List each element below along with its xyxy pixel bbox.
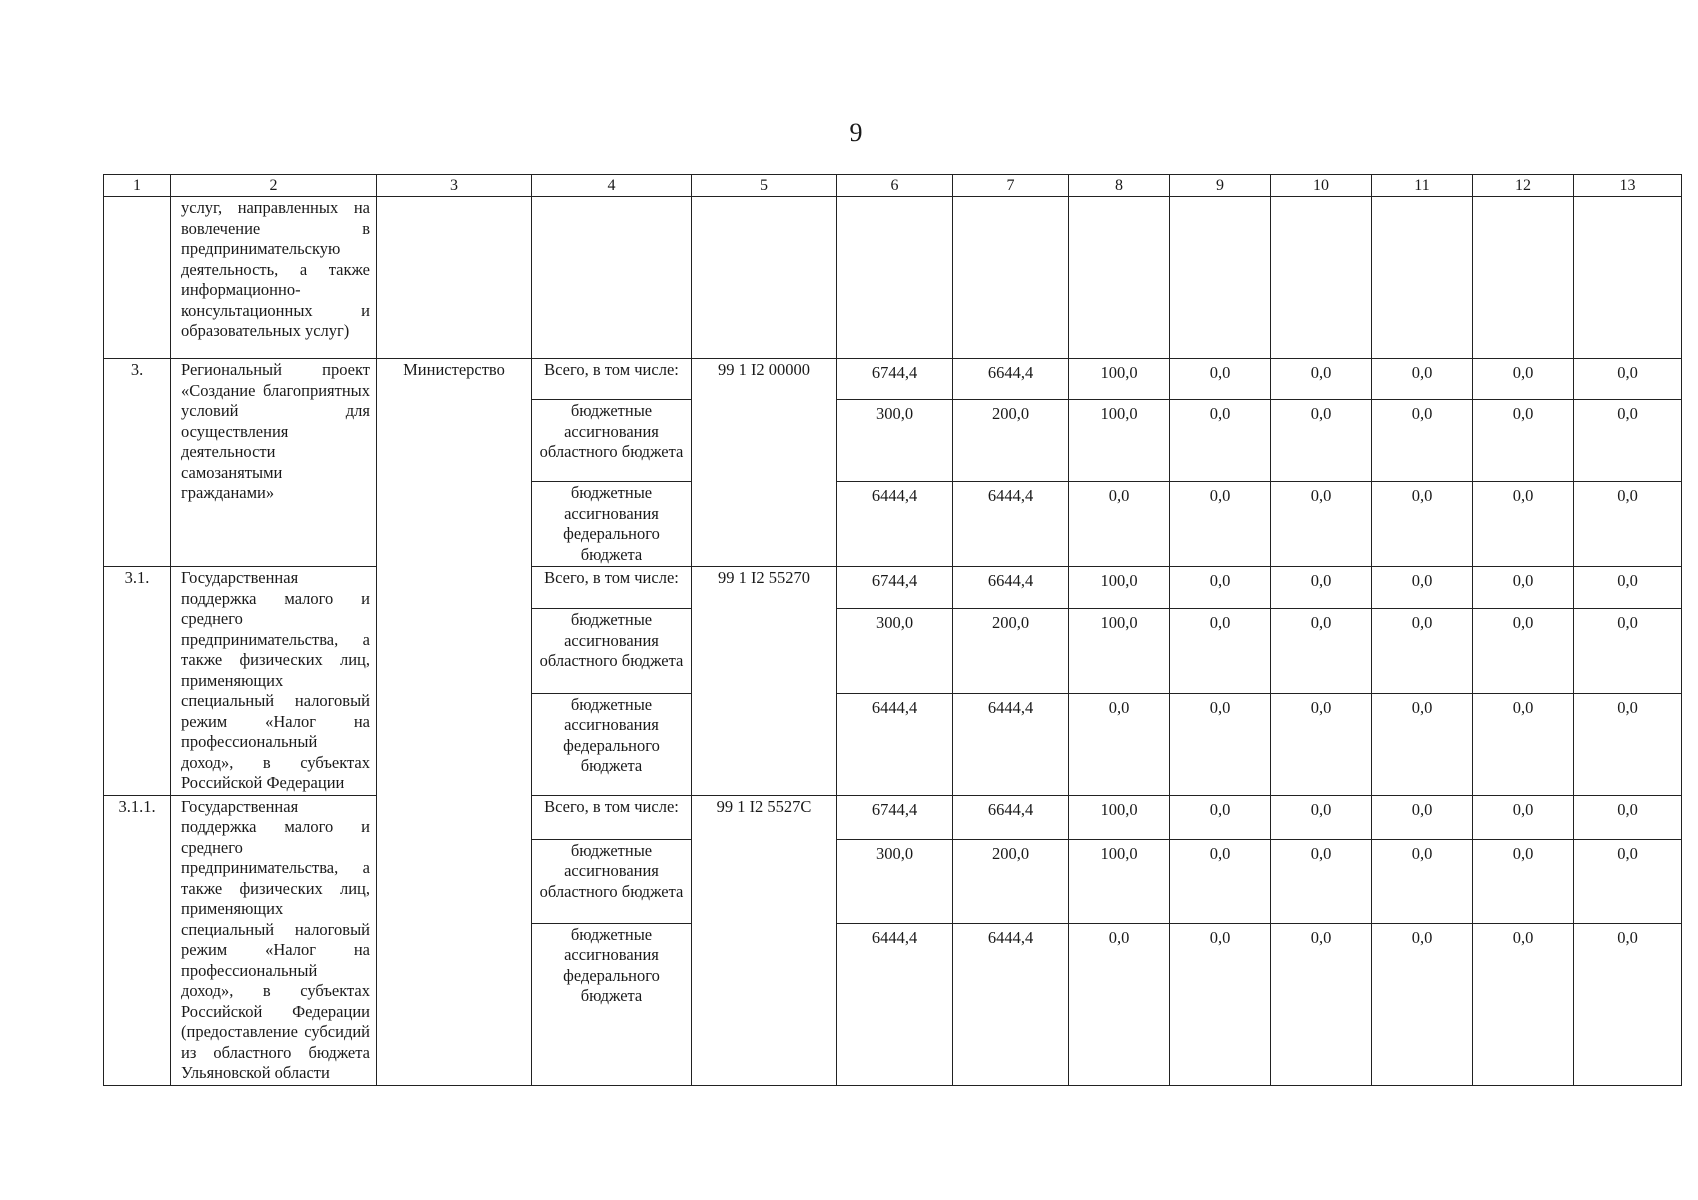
table-row bbox=[104, 567, 1682, 609]
value-col-7: 6444,4 bbox=[953, 482, 1069, 567]
funding-source: бюджетные ассигнования областного бюджета bbox=[532, 839, 692, 923]
value-col-6: 300,0 bbox=[837, 839, 953, 923]
value-col-13: 0,0 bbox=[1574, 609, 1682, 693]
value-col-6: 300,0 bbox=[837, 400, 953, 482]
value-col-13: 0,0 bbox=[1574, 795, 1682, 839]
value-col-11: 0,0 bbox=[1372, 567, 1473, 609]
value-col-13: 0,0 bbox=[1574, 400, 1682, 482]
cell-empty bbox=[1372, 197, 1473, 359]
value-col-6: 6444,4 bbox=[837, 482, 953, 567]
value-col-10: 0,0 bbox=[1271, 567, 1372, 609]
funding-source: Всего, в том числе: bbox=[532, 567, 692, 609]
value-col-6: 6744,4 bbox=[837, 567, 953, 609]
value-col-8: 100,0 bbox=[1069, 359, 1170, 400]
column-number-6: 6 bbox=[837, 175, 953, 197]
item-number: 3.1.1. bbox=[104, 795, 171, 1085]
value-col-11: 0,0 bbox=[1372, 923, 1473, 1085]
cell-empty bbox=[1170, 197, 1271, 359]
value-col-9: 0,0 bbox=[1170, 609, 1271, 693]
value-col-12: 0,0 bbox=[1473, 567, 1574, 609]
continuation-row bbox=[104, 197, 1682, 359]
value-col-12: 0,0 bbox=[1473, 609, 1574, 693]
value-col-8: 0,0 bbox=[1069, 923, 1170, 1085]
funding-source: бюджетные ассигнования федерального бюджета bbox=[532, 482, 692, 567]
value-col-13: 0,0 bbox=[1574, 482, 1682, 567]
column-number-9: 9 bbox=[1170, 175, 1271, 197]
cell-empty bbox=[1574, 197, 1682, 359]
value-col-8: 0,0 bbox=[1069, 482, 1170, 567]
funding-source: бюджетные ассигнования федерального бюджета bbox=[532, 923, 692, 1085]
budget-table bbox=[103, 174, 1682, 1086]
item-number: 3.1. bbox=[104, 567, 171, 796]
item-number: 3. bbox=[104, 359, 171, 567]
value-col-6: 6444,4 bbox=[837, 693, 953, 795]
value-col-13: 0,0 bbox=[1574, 359, 1682, 400]
value-col-9: 0,0 bbox=[1170, 359, 1271, 400]
column-number-3: 3 bbox=[377, 175, 532, 197]
value-col-9: 0,0 bbox=[1170, 795, 1271, 839]
value-col-9: 0,0 bbox=[1170, 839, 1271, 923]
value-col-10: 0,0 bbox=[1271, 359, 1372, 400]
value-col-12: 0,0 bbox=[1473, 482, 1574, 567]
value-col-8: 100,0 bbox=[1069, 567, 1170, 609]
column-number-10: 10 bbox=[1271, 175, 1372, 197]
value-col-6: 6744,4 bbox=[837, 795, 953, 839]
value-col-10: 0,0 bbox=[1271, 795, 1372, 839]
value-col-9: 0,0 bbox=[1170, 567, 1271, 609]
value-col-13: 0,0 bbox=[1574, 839, 1682, 923]
item-name: Государственная поддержка малого и среднего предпринимательства, а также физических лиц, применяющих специальный налоговый режим «Налог на профессиональный доход», в субъектах Российской Федерации (предоставление субсидий из областного бюджета Ульяновской области bbox=[171, 795, 377, 1085]
value-col-12: 0,0 bbox=[1473, 400, 1574, 482]
cell-empty bbox=[532, 197, 692, 359]
column-number-2: 2 bbox=[171, 175, 377, 197]
value-col-12: 0,0 bbox=[1473, 923, 1574, 1085]
header-row bbox=[104, 175, 1682, 197]
cell-empty bbox=[1271, 197, 1372, 359]
value-col-7: 200,0 bbox=[953, 839, 1069, 923]
value-col-10: 0,0 bbox=[1271, 400, 1372, 482]
funding-source: бюджетные ассигнования областного бюджета bbox=[532, 400, 692, 482]
table-row bbox=[104, 795, 1682, 839]
value-col-11: 0,0 bbox=[1372, 693, 1473, 795]
value-col-12: 0,0 bbox=[1473, 839, 1574, 923]
funding-source: Всего, в том числе: bbox=[532, 359, 692, 400]
column-number-13: 13 bbox=[1574, 175, 1682, 197]
cell-empty bbox=[837, 197, 953, 359]
funding-source: бюджетные ассигнования федерального бюджета bbox=[532, 693, 692, 795]
value-col-13: 0,0 bbox=[1574, 923, 1682, 1085]
funding-source: бюджетные ассигнования областного бюджета bbox=[532, 609, 692, 693]
value-col-9: 0,0 bbox=[1170, 482, 1271, 567]
budget-code: 99 1 I2 00000 bbox=[692, 359, 837, 567]
executor: Министерство bbox=[377, 359, 532, 1086]
column-number-4: 4 bbox=[532, 175, 692, 197]
value-col-13: 0,0 bbox=[1574, 693, 1682, 795]
value-col-11: 0,0 bbox=[1372, 609, 1473, 693]
value-col-7: 200,0 bbox=[953, 400, 1069, 482]
value-col-9: 0,0 bbox=[1170, 923, 1271, 1085]
value-col-11: 0,0 bbox=[1372, 482, 1473, 567]
value-col-7: 6444,4 bbox=[953, 693, 1069, 795]
value-col-6: 300,0 bbox=[837, 609, 953, 693]
column-number-8: 8 bbox=[1069, 175, 1170, 197]
page-number: 9 bbox=[849, 118, 863, 147]
value-col-8: 100,0 bbox=[1069, 609, 1170, 693]
column-number-1: 1 bbox=[104, 175, 171, 197]
funding-source: Всего, в том числе: bbox=[532, 795, 692, 839]
value-col-9: 0,0 bbox=[1170, 693, 1271, 795]
value-col-11: 0,0 bbox=[1372, 795, 1473, 839]
value-col-10: 0,0 bbox=[1271, 609, 1372, 693]
value-col-12: 0,0 bbox=[1473, 359, 1574, 400]
column-number-5: 5 bbox=[692, 175, 837, 197]
item-name: Государственная поддержка малого и среднего предпринимательства, а также физических лиц, применяющих специальный налоговый режим «Налог на профессиональный доход», в субъектах Российской Федерации bbox=[171, 567, 377, 796]
value-col-7: 6644,4 bbox=[953, 359, 1069, 400]
value-col-10: 0,0 bbox=[1271, 693, 1372, 795]
value-col-8: 100,0 bbox=[1069, 839, 1170, 923]
value-col-10: 0,0 bbox=[1271, 482, 1372, 567]
item-name: услуг, направленных на вовлечение в предпринимательскую деятельность, а также информационно-консультационных и образовательных услуг) bbox=[171, 197, 377, 359]
cell-empty bbox=[953, 197, 1069, 359]
value-col-7: 200,0 bbox=[953, 609, 1069, 693]
table-body bbox=[104, 175, 1682, 1086]
value-col-6: 6744,4 bbox=[837, 359, 953, 400]
cell-empty bbox=[1069, 197, 1170, 359]
value-col-13: 0,0 bbox=[1574, 567, 1682, 609]
cell-empty bbox=[104, 197, 171, 359]
value-col-11: 0,0 bbox=[1372, 400, 1473, 482]
value-col-8: 100,0 bbox=[1069, 795, 1170, 839]
budget-code: 99 1 I2 5527С bbox=[692, 795, 837, 1085]
value-col-10: 0,0 bbox=[1271, 839, 1372, 923]
column-number-11: 11 bbox=[1372, 175, 1473, 197]
column-number-12: 12 bbox=[1473, 175, 1574, 197]
item-name: Региональный проект «Создание благоприятных условий для осуществления деятельности самозанятыми гражданами» bbox=[171, 359, 377, 567]
cell-empty bbox=[1473, 197, 1574, 359]
budget-code: 99 1 I2 55270 bbox=[692, 567, 837, 796]
value-col-10: 0,0 bbox=[1271, 923, 1372, 1085]
value-col-12: 0,0 bbox=[1473, 693, 1574, 795]
cell-empty bbox=[377, 197, 532, 359]
column-number-7: 7 bbox=[953, 175, 1069, 197]
value-col-7: 6644,4 bbox=[953, 795, 1069, 839]
value-col-11: 0,0 bbox=[1372, 839, 1473, 923]
value-col-7: 6644,4 bbox=[953, 567, 1069, 609]
value-col-8: 100,0 bbox=[1069, 400, 1170, 482]
value-col-6: 6444,4 bbox=[837, 923, 953, 1085]
value-col-8: 0,0 bbox=[1069, 693, 1170, 795]
value-col-9: 0,0 bbox=[1170, 400, 1271, 482]
value-col-12: 0,0 bbox=[1473, 795, 1574, 839]
table-row bbox=[104, 359, 1682, 400]
value-col-7: 6444,4 bbox=[953, 923, 1069, 1085]
cell-empty bbox=[692, 197, 837, 359]
value-col-11: 0,0 bbox=[1372, 359, 1473, 400]
